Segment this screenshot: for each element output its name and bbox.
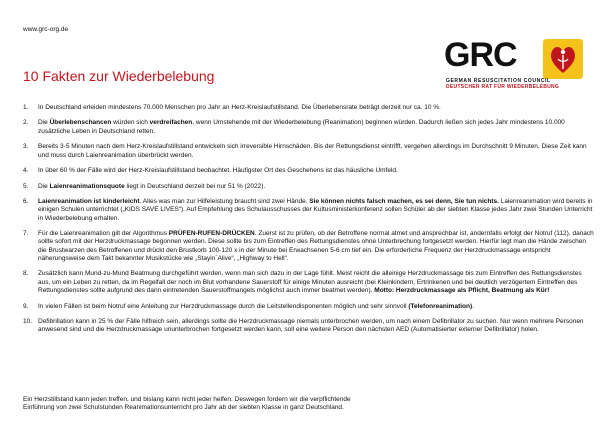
- fact-text: . Zuerst ist zu prüfen, ob der Betroffene normal atmet und ansprechbar ist, andernfalls erfolgt der Notruf (112), danach sollte sofort mit der Herzdruckmassage begonnen werden. Diese sollte bis zum Eintreffen des Rettungsdienstes ohne Unterbrechung fortgesetzt werden. Hierfür legt man die Hände zwischen die Brustwarzen des Betroffenen und drückt den Brustkorb 100-120 x in der Minute bei Erwachsenen 5-6 cm tief ein. Die erforderliche Frequenz der Herzdruckmassage entspricht näherungsweise dem Takt bekannter Musikstücke wie „Stayin´Alive“, „Highway to Hell“.: [38, 230, 594, 262]
- fact-number: 2.: [23, 119, 29, 127]
- fact-number: 3.: [23, 143, 29, 151]
- fact-item: [23, 270, 595, 295]
- fact-emphasis: Laienreanimationsquote: [49, 182, 125, 190]
- logo-tagline-de: DEUTSCHER RAT FÜR WIEDERBELEBUNG: [446, 84, 560, 90]
- logo-badge: [543, 39, 583, 79]
- fact-item: [23, 167, 595, 175]
- heart-icon: [549, 43, 577, 75]
- fact-number: 10.: [23, 318, 33, 326]
- fact-text: Bereits 3-5 Minuten nach dem Herz-Kreislaufstillstand entwickeln sich irreversible Hirnschäden. Bis der Rettungsdienst eintrifft, vergehen allerdings im Durchschnitt 9 Minuten. Diese Zeit kann und muss durch Laienreanimation überbrückt werden.: [38, 143, 587, 159]
- fact-number: 1.: [23, 104, 29, 111]
- fact-text: Laienreanimation wird bereits in einigen Schulen unterrichtet („KIDS SAVE LIVES“). Auf Empfehlung des Schulausschusses der Kultusministerkonferenz sollen Schüler ab der siebten Klasse jedes Jahr zwei Stunden Unterricht in Wiederbelebung erhalten.: [38, 198, 593, 222]
- footer-line: Einführung von zwei Schulstunden Reanimationsunterricht pro Jahr ab der siebten Klasse in ganz Deutschland.: [23, 404, 344, 412]
- logo-tagline-en: GERMAN RESUSCITATION COUNCIL: [446, 78, 551, 84]
- fact-number: 8.: [23, 270, 29, 278]
- fact-emphasis: Laienreanimation ist kinderleicht: [38, 198, 140, 206]
- footer-text: [23, 396, 595, 413]
- fact-text: Defibrillation kann in 25 % der Fälle hilfreich sein, allerdings sollte die Herzdruckmassage niemals unterbrochen werden, um nach einem Defibrillator zu suchen. Nur wenn mehrere Personen anwesend sind und die Herzdruckmassage ununterbrochen fortgesetzt werden kann, soll eine weitere Person den nächsten AED (Automatisierter externer Defibrillator) holen.: [38, 318, 584, 334]
- facts-list: [23, 104, 595, 342]
- fact-item: [23, 119, 595, 136]
- footer-line: Ein Herzstillstand kann jeden treffen, und bislang kann nicht jeder helfen. Deswegen fordern wir die verpflichtende: [23, 396, 351, 403]
- fact-text: Zusätzlich kann Mund-zu-Mund Beatmung durchgeführt werden, wenn man sich dazu in der Lage fühlt. Meist reicht die alleinige Herzdruckmassage bis zum Eintreffen des Rettungsdienstes aus, um ein Leben zu retten, da im Regelfall der noch im Blut vorhandene Sauerstoff für einige Minuten ausreicht (bei Kleinkindern, Ertrinkenen und bei deutlich verzögertem Eintreffen des Rettungsdienstes sollte aufgrund des dann eintretenden Sauerstoffmangels möglichst auch immer beatmet werden).: [38, 270, 582, 295]
- fact-item: [23, 104, 595, 112]
- page-title: 10 Fakten zur Wiederbelebung: [23, 68, 215, 84]
- fact-item: [23, 143, 595, 160]
- fact-number: 4.: [23, 167, 29, 175]
- logo-abbreviation: GRC: [444, 36, 517, 74]
- fact-text: würden sich: [111, 119, 150, 127]
- fact-emphasis: (Telefonreanimation): [408, 302, 473, 310]
- fact-text: In vielen Fällen ist beim Notruf eine Anleitung zur Herzdruckmassage durch die Leitstellendisponenten möglich und sehr sinnvoll: [38, 302, 409, 310]
- fact-emphasis: Sie können nichts falsch machen, es sei denn, Sie tun nichts.: [309, 198, 499, 206]
- fact-emphasis: PRÜFEN-RUFEN-DRÜCKEN: [168, 230, 255, 238]
- fact-number: 9.: [23, 302, 29, 310]
- grc-logo: [444, 38, 604, 90]
- fact-number: 7.: [23, 230, 29, 238]
- fact-text: .: [472, 302, 474, 310]
- fact-text: liegt in Deutschland derzeit bei nur 51 % (2022).: [124, 182, 266, 190]
- website-url[interactable]: www.grc-org.de: [23, 26, 69, 33]
- fact-item: [23, 198, 595, 223]
- fact-emphasis: verdreifachen: [149, 119, 193, 127]
- fact-emphasis: Überlebenschancen: [49, 119, 112, 127]
- fact-text: Für die Laienreanimation gilt der Algorithmus: [38, 230, 169, 238]
- fact-text: In über 60 % der Fälle wird der Herz-Kreislaufstillstand beobachtet. Häufigster Ort des Geschehens ist das häusliche Umfeld.: [38, 167, 398, 175]
- fact-text: , wenn Umstehende mit der Wiederbelebung (Reanimation) beginnen würden. Dadurch ließen sich jedes Jahr mindestens 10.000 zusätzliche Leben in Deutschland retten.: [38, 119, 565, 135]
- fact-item: [23, 318, 595, 335]
- fact-item: [23, 183, 595, 191]
- fact-number: 6.: [23, 198, 29, 206]
- fact-item: [23, 230, 595, 263]
- fact-number: 5.: [23, 182, 29, 190]
- fact-text: Die: [38, 119, 50, 127]
- fact-text: Die: [38, 182, 50, 190]
- fact-text: . Alles was man zur Hilfeleistung braucht sind zwei Hände.: [139, 198, 310, 206]
- fact-text: In Deutschland erleiden mindestens 70.000 Menschen pro Jahr an Herz-Kreislaufstillstand. Die Überlebensrate beträgt derzeit nur ca. 10 %.: [38, 104, 441, 111]
- fact-item: [23, 303, 595, 311]
- fact-emphasis: Motto: Herzdruckmassage als Pflicht, Beatmung als Kür!: [374, 287, 550, 295]
